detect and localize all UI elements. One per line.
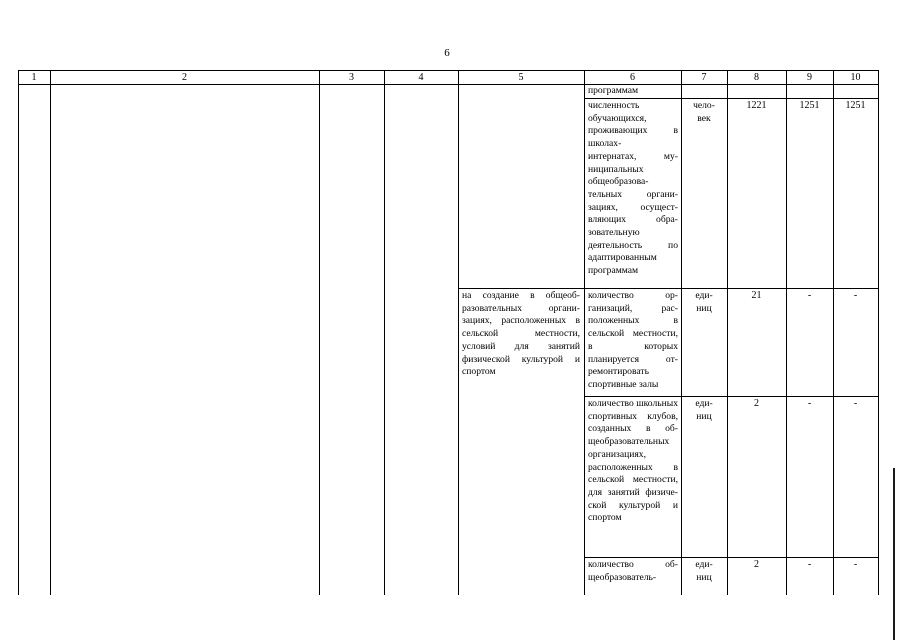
table-cell-value: 2 [754, 559, 759, 570]
column-divider [786, 70, 787, 595]
table-border-left [18, 70, 19, 595]
page-number: 6 [444, 47, 450, 59]
row-divider [584, 98, 879, 99]
table-cell-value: 21 [751, 290, 762, 301]
column-divider [727, 70, 728, 595]
table-cell-value: 1251 [845, 100, 866, 111]
table-cell-indicator: количество организаций, расположенных в сельской местности, в которых планируется отремонтировать спортивные залы [588, 290, 678, 390]
scan-edge-mark [893, 468, 895, 640]
table-cell-unit: еди- ниц [695, 559, 713, 583]
table-cell-value: - [807, 290, 812, 301]
table-cell-value: 1221 [746, 100, 767, 111]
table-cell-unit: еди- ниц [695, 290, 713, 314]
column-divider [584, 70, 585, 595]
column-header: 9 [807, 72, 812, 83]
column-divider [681, 70, 682, 595]
table-cell-indicator: численность обучающихся, проживающих в школах- интернатах, муниципальных общеобразовательных организациях, осуществляющих образовательную деятельность по адаптированным программам [588, 100, 678, 277]
column-divider [50, 70, 51, 595]
row-divider [458, 288, 879, 289]
column-header: 2 [182, 72, 187, 83]
table-cell-value: 1251 [799, 100, 820, 111]
table-cell-value: 2 [754, 398, 759, 409]
table-cell-value: - [853, 559, 858, 570]
table-cell-unit: чело- век [693, 100, 715, 124]
column-header: 1 [31, 72, 37, 83]
column-divider [458, 70, 459, 595]
row-divider [584, 396, 879, 397]
column-header: 4 [418, 72, 424, 83]
table-border-right [878, 70, 879, 595]
column-header: 6 [630, 72, 635, 83]
table-cell-indicator: программам [588, 85, 639, 96]
column-divider [833, 70, 834, 595]
table-cell-unit: еди- ниц [695, 398, 713, 422]
column-header: 3 [349, 72, 354, 83]
column-divider [384, 70, 385, 595]
table-cell-value: - [807, 398, 812, 409]
row-divider [584, 557, 879, 558]
table-cell-indicator: количество общеобразователь- [588, 559, 678, 583]
table-cell-measure: на создание в общеобразовательных организациях, расположенных в сельской местности, условий для занятий физической культурой и спортом [462, 290, 580, 378]
table-cell-value: - [807, 559, 812, 570]
header-row-border [18, 84, 879, 85]
table-cell-value: - [853, 290, 858, 301]
column-header: 10 [850, 72, 861, 83]
column-header: 5 [518, 72, 524, 83]
table-cell-indicator: количество школьных спортивных клубов, созданных в общеобразовательных организациях, расположенных в сельской местности, для занятий физической культурой и спортом [588, 398, 678, 524]
column-divider [319, 70, 320, 595]
table-cell-value: - [853, 398, 858, 409]
column-header: 8 [754, 72, 759, 83]
column-header: 7 [701, 72, 707, 83]
